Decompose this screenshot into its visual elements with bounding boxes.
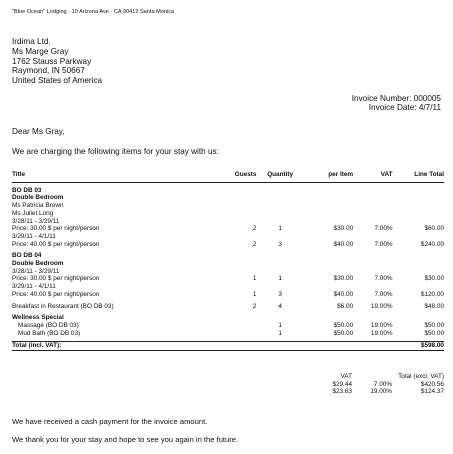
quantity-value: 3 bbox=[278, 240, 282, 248]
per-item-value: $50.00 bbox=[333, 329, 354, 337]
guest-name: Ms Patricia Brown bbox=[12, 202, 64, 210]
guests-value: 1 bbox=[252, 275, 257, 283]
guest-name: Ms Juliet Long bbox=[12, 209, 54, 217]
vat-rate: 19.00% bbox=[370, 388, 392, 396]
vat-summary-table bbox=[12, 373, 444, 396]
table-row bbox=[12, 291, 444, 299]
guests-value: 2 bbox=[252, 240, 257, 248]
guest-row bbox=[12, 210, 444, 218]
line-total-value: $50.00 bbox=[424, 321, 444, 329]
date-range-row bbox=[12, 268, 444, 276]
invoice-items-table bbox=[12, 171, 444, 351]
payment-note: We have received a cash payment for the invoice amount. bbox=[12, 417, 208, 426]
table-header-row bbox=[12, 171, 444, 182]
thank-you-note: We thank you for your stay and hope to see you again in the future. bbox=[12, 435, 239, 444]
quantity-value: 4 bbox=[278, 302, 282, 310]
date-range: 3/28/11 - 3/29/11 bbox=[12, 217, 60, 225]
vat-value: 7.00% bbox=[374, 225, 393, 233]
date-range-row bbox=[12, 233, 444, 241]
table-row bbox=[12, 322, 444, 330]
quantity-value: 1 bbox=[278, 329, 282, 337]
vat-amount: $23.63 bbox=[332, 388, 352, 396]
wellness-title: Wellness Special bbox=[12, 314, 64, 322]
vat-rate: 7.00% bbox=[373, 380, 392, 388]
per-item-value: $30.00 bbox=[333, 225, 354, 233]
date-range-row bbox=[12, 283, 444, 291]
room-type: Double Bedroom bbox=[12, 260, 64, 268]
line-total-value: $50.00 bbox=[424, 329, 444, 337]
total-label: Total (incl. VAT): bbox=[12, 342, 393, 351]
wellness-title-row bbox=[12, 314, 444, 322]
vat-summary-header bbox=[12, 373, 444, 381]
vat-value: 7.00% bbox=[374, 275, 393, 283]
price-description: Price: 40.00 $ per night/person bbox=[12, 290, 100, 298]
room-type-row bbox=[12, 194, 444, 202]
total-excl-vat: $124.37 bbox=[420, 388, 444, 396]
guests-value: 2 bbox=[252, 225, 257, 233]
table-row bbox=[12, 225, 444, 233]
quantity-value: 1 bbox=[278, 225, 282, 233]
vat-amount: $29.44 bbox=[332, 380, 352, 388]
wellness-item-title: Mud Bath (BO DB 03) bbox=[18, 329, 81, 337]
invoice-meta bbox=[352, 94, 441, 112]
line-total-value: $48.00 bbox=[424, 302, 444, 310]
total-excl-vat: $420.56 bbox=[420, 380, 444, 388]
date-range: 3/29/11 - 4/1/11 bbox=[12, 232, 56, 240]
line-total-value: $240.00 bbox=[420, 240, 444, 248]
per-item-value: $30.00 bbox=[333, 275, 354, 283]
vat-header: VAT bbox=[340, 373, 352, 380]
guests-value: 1 bbox=[252, 290, 257, 298]
total-value: $598.00 bbox=[393, 342, 444, 351]
room-code: BO DB 04 bbox=[12, 252, 42, 260]
price-description: Price: 40.00 $ per night/person bbox=[12, 240, 100, 248]
vat-value: 19.00% bbox=[370, 321, 393, 329]
per-item-value: $6.00 bbox=[337, 302, 354, 310]
recipient-address bbox=[12, 37, 102, 86]
vat-value: 7.00% bbox=[374, 290, 393, 298]
quantity-value: 1 bbox=[278, 275, 282, 283]
header-vat: VAT bbox=[353, 171, 392, 182]
room-code: BO DB 03 bbox=[12, 186, 42, 194]
vat-value: 7.00% bbox=[374, 240, 393, 248]
header-line-total: Line Total bbox=[393, 171, 444, 182]
guests-value: 2 bbox=[252, 302, 257, 310]
table-row bbox=[12, 303, 444, 311]
invoice-date: Invoice Date: 4/7/11 bbox=[368, 103, 441, 112]
vat-summary-row bbox=[12, 381, 444, 389]
date-range-row bbox=[12, 218, 444, 226]
vat-value: 19.00% bbox=[370, 302, 393, 310]
intro-text: We are charging the following items for your stay with us: bbox=[12, 147, 219, 156]
sender-address-line: "Blue Ocean" Lodging · 10 Arizona Ave · CA 90412 Santa Monica bbox=[12, 9, 175, 15]
header-quantity: Quantity bbox=[256, 171, 303, 182]
room-code-row bbox=[12, 187, 444, 195]
line-total-value: $60.00 bbox=[424, 225, 444, 233]
room-type: Double Bedroom bbox=[12, 194, 64, 202]
price-description: Price: 30.00 $ per night/person bbox=[12, 225, 100, 233]
wellness-item-title: Massage (BO DB 03) bbox=[18, 321, 79, 329]
header-title: Title bbox=[12, 171, 225, 182]
guest-row bbox=[12, 202, 444, 210]
price-description: Price: 30.00 $ per night/person bbox=[12, 275, 100, 283]
recipient-country: United States of America bbox=[12, 76, 103, 86]
table-row bbox=[12, 330, 444, 338]
recipient-street: 1762 Stauss Parkway bbox=[12, 56, 92, 66]
date-range: 3/28/11 - 3/29/11 bbox=[12, 267, 60, 275]
breakfast-title: Breakfast in Restaurant (BO DB 03) bbox=[12, 302, 114, 310]
line-total-value: $120.00 bbox=[420, 290, 444, 298]
line-total-value: $30.00 bbox=[424, 275, 444, 283]
per-item-value: $40.00 bbox=[333, 240, 354, 248]
total-excl-vat-header: Total (excl. VAT) bbox=[398, 373, 444, 380]
header-guests: Guests bbox=[225, 171, 257, 182]
per-item-value: $50.00 bbox=[333, 321, 354, 329]
vat-summary-row bbox=[12, 388, 444, 396]
vat-value: 19.00% bbox=[370, 329, 393, 337]
quantity-value: 1 bbox=[278, 321, 282, 329]
total-row bbox=[12, 342, 444, 351]
recipient-city: Raymond, IN 50667 bbox=[12, 66, 85, 76]
invoice-number: Invoice Number: 000005 bbox=[351, 94, 441, 103]
per-item-value: $40.00 bbox=[333, 290, 354, 298]
table-row bbox=[12, 275, 444, 283]
room-code-row bbox=[12, 252, 444, 260]
recipient-name: Ms Marge Gray bbox=[12, 46, 69, 56]
date-range: 3/29/11 - 4/1/11 bbox=[12, 283, 56, 291]
table-row bbox=[12, 241, 444, 249]
greeting: Dear Ms Gray, bbox=[12, 127, 65, 136]
header-per-item: per Item bbox=[304, 171, 353, 182]
room-type-row bbox=[12, 260, 444, 268]
quantity-value: 3 bbox=[278, 290, 282, 298]
recipient-company: Irdima Ltd. bbox=[12, 37, 51, 46]
